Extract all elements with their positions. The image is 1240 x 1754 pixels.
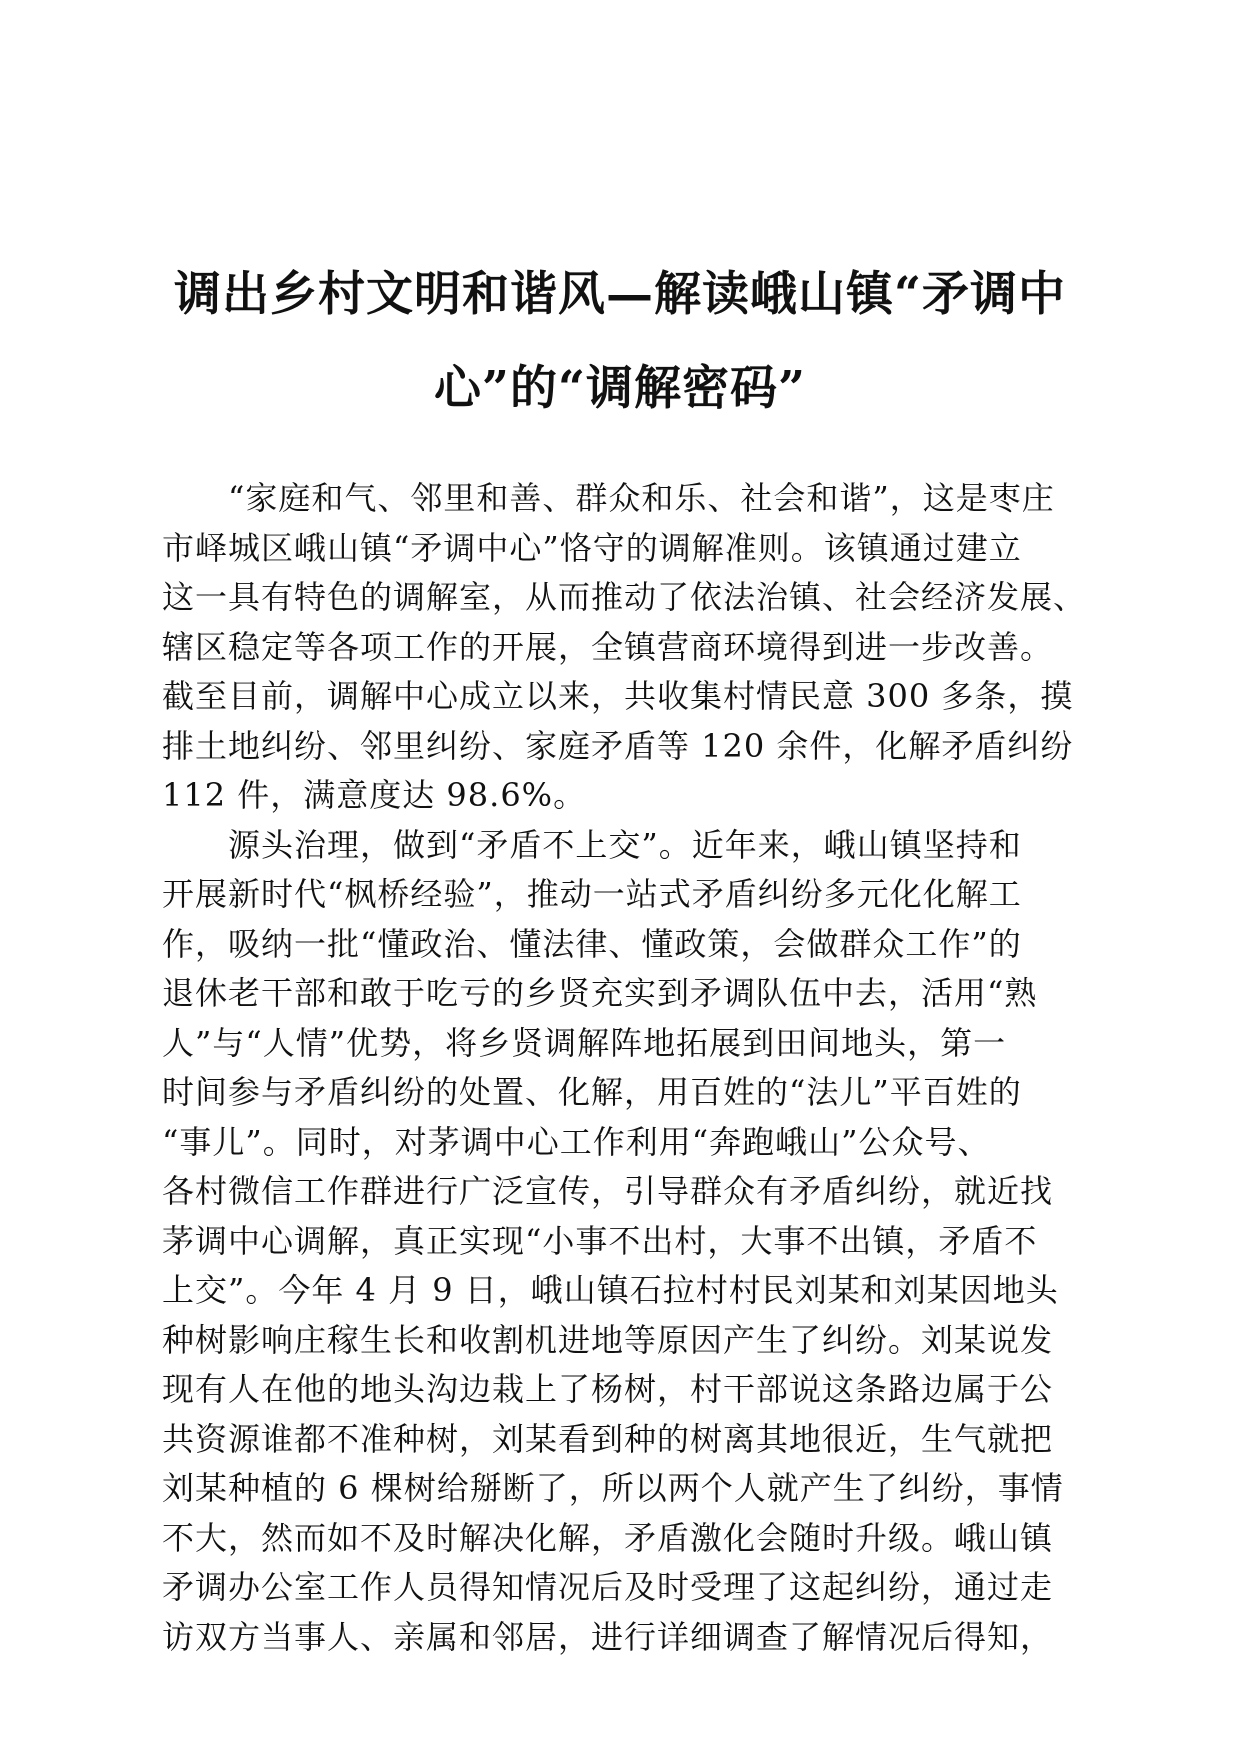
document-body [162, 474, 1087, 1662]
title-line: 心”的“调解密码” [433, 361, 807, 416]
paragraph-1 [162, 474, 1087, 821]
text-line: 辖区稳定等各项工作的开展，全镇营商环境得到进一步改善。 [162, 627, 1054, 666]
text-line: 各村微信工作群进行广泛宣传，引导群众有矛盾纠纷，就近找 [162, 1172, 1054, 1210]
text-line: 112 件，满意度达 98.6%。 [162, 776, 587, 814]
text-line: 不大，然而如不及时解决化解，矛盾激化会随时升级。峨山镇 [162, 1518, 1054, 1557]
text-line: 矛调办公室工作人员得知情况后及时受理了这起纠纷，通过走 [162, 1568, 1054, 1606]
text-line: 时间参与矛盾纠纷的处置、化解，用百姓的“法儿”平百姓的 [162, 1073, 1022, 1111]
text-line: 退休老干部和敢于吃亏的乡贤充实到矛调队伍中去，活用“熟 [162, 974, 1038, 1012]
text-line: 人”与“人情”优势，将乡贤调解阵地拓展到田间地头，第一 [162, 1023, 1007, 1062]
text-line: 访双方当事人、亲属和邻居，进行详细调查了解情况后得知， [162, 1617, 1054, 1656]
text-line: 排土地纠纷、邻里纠纷、家庭矛盾等 120 余件，化解矛盾纠纷 [162, 726, 1074, 765]
text-line: 这一具有特色的调解室，从而推动了依法治镇、社会经济发展、 [162, 578, 1087, 616]
text-line: 上交”。今年 4 月 9 日，峨山镇石拉村村民刘某和刘某因地头 [162, 1271, 1059, 1309]
text-line: 种树影响庄稼生长和收割机进地等原因产生了纠纷。刘某说发 [162, 1320, 1054, 1359]
text-line: 刘某种植的 6 棵树给掰断了，所以两个人就产生了纠纷，事情 [162, 1469, 1064, 1507]
paragraph-2 [162, 821, 1082, 1663]
text-line: 开展新时代“枫桥经验”，推动一站式矛盾纠纷多元化化解工 [162, 875, 1022, 913]
text-line: “家庭和气、邻里和善、群众和乐、社会和谐”，这是枣庄 [162, 479, 1055, 517]
text-line: 茅调中心调解，真正实现“小事不出村，大事不出镇，矛盾不 [162, 1221, 1038, 1260]
document-title [120, 248, 1120, 436]
title-line: 调出乡村文明和谐风—解读峨山镇“矛调中 [173, 267, 1067, 322]
text-line: 现有人在他的地头沟边栽上了杨树，村干部说这条路边属于公 [162, 1370, 1054, 1408]
text-line: “事儿”。同时，对茅调中心工作利用“奔跑峨山”公众号、 [162, 1122, 991, 1161]
text-line: 市峄城区峨山镇“矛调中心”恪守的调解准则。该镇通过建立 [162, 528, 1022, 567]
text-line: 源头治理，做到“矛盾不上交”。近年来，峨山镇坚持和 [162, 825, 1022, 864]
text-line: 共资源谁都不准种树，刘某看到种的树离其地很近，生气就把 [162, 1419, 1054, 1458]
text-line: 作，吸纳一批“懂政治、懂法律、懂政策，会做群众工作”的 [162, 924, 1022, 963]
text-line: 截至目前，调解中心成立以来，共收集村情民意 300 多条，摸 [162, 677, 1074, 715]
